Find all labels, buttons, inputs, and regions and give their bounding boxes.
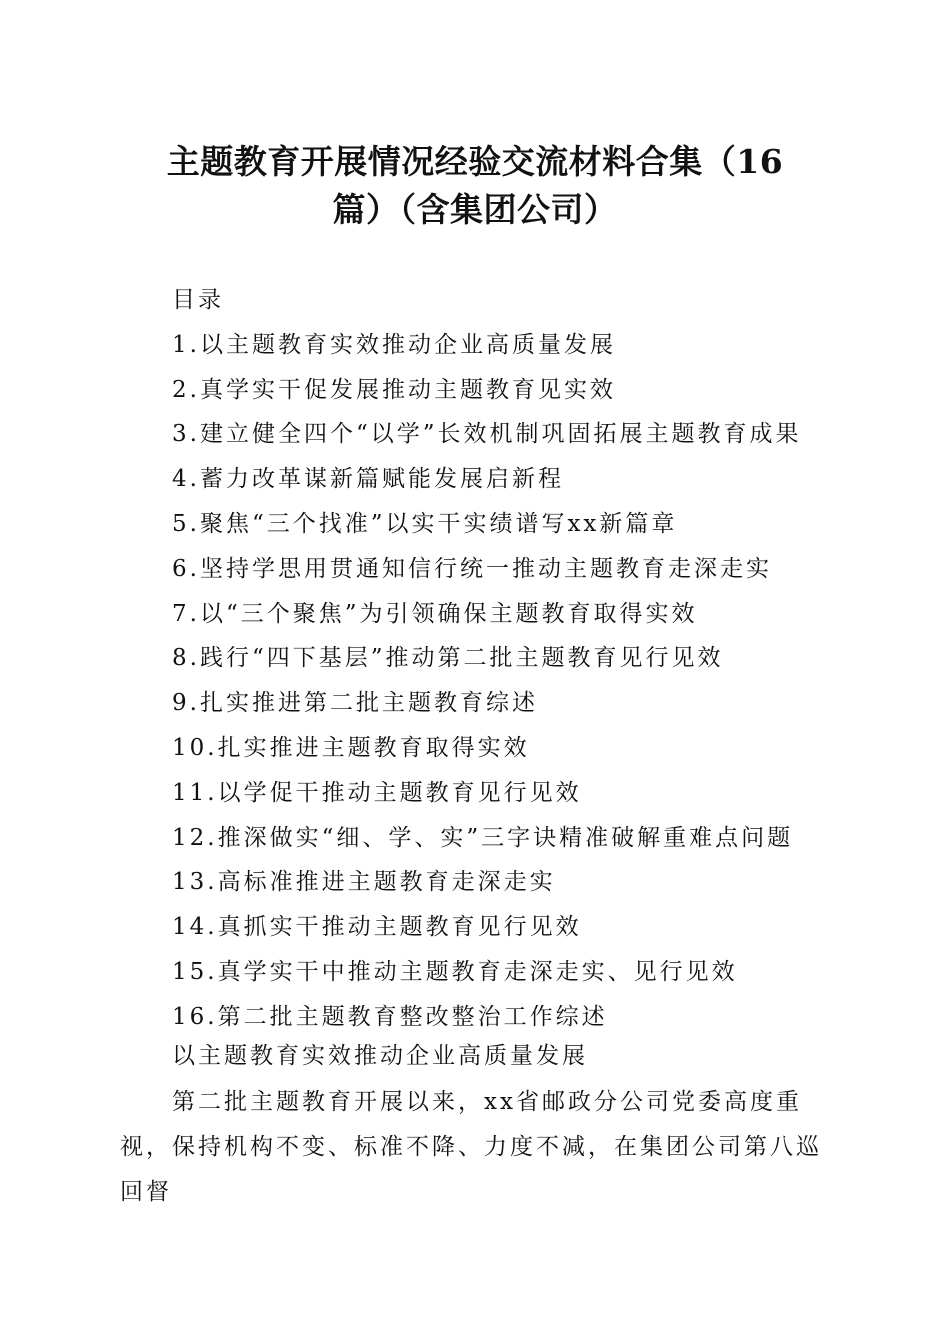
document-title-line-2: 篇）（含集团公司）	[332, 190, 618, 229]
toc-item-10: 10.扎实推进主题教育取得实效	[172, 734, 530, 761]
toc-item-9: 9.扎实推进第二批主题教育综述	[172, 690, 538, 717]
toc-item-12: 12.推深做实“细、学、实”三字诀精准破解重难点问题	[172, 824, 794, 851]
toc-item-13: 13.高标准推进主题教育走深走实	[172, 869, 556, 896]
document-title-line-1: 主题教育开展情况经验交流材料合集（16	[166, 142, 784, 181]
document-title	[120, 138, 830, 234]
toc-item-8: 8.践行“四下基层”推动第二批主题教育见行见效	[172, 645, 724, 672]
toc-item-1: 1.以主题教育实效推动企业高质量发展	[172, 331, 616, 358]
toc-item-6: 6.坚持学思用贯通知信行统一推动主题教育走深走实	[172, 555, 772, 582]
toc-item-14: 14.真抓实干推动主题教育见行见效	[172, 914, 582, 941]
table-of-contents	[172, 278, 872, 1040]
toc-heading: 目录	[172, 287, 224, 313]
toc-item-15: 15.真学实干中推动主题教育走深走实、见行见效	[172, 958, 738, 985]
toc-item-7: 7.以“三个聚焦”为引领确保主题教育取得实效	[172, 600, 698, 627]
toc-item-11: 11.以学促干推动主题教育见行见效	[172, 779, 582, 806]
toc-item-5: 5.聚焦“三个找准”以实干实绩谱写xx新篇章	[172, 510, 678, 537]
toc-item-2: 2.真学实干促发展推动主题教育见实效	[172, 376, 616, 403]
section-title: 以主题教育实效推动企业高质量发展	[172, 1043, 588, 1069]
toc-item-3: 3.建立健全四个“以学”长效机制巩固拓展主题教育成果	[172, 421, 802, 448]
body-paragraph: 第二批主题教育开展以来，xx省邮政分公司党委高度重视，保持机构不变、标准不降、力度不减，在集团公司第八巡回督	[120, 1089, 822, 1205]
toc-item-4: 4.蓄力改革谋新篇赋能发展启新程	[172, 466, 564, 493]
toc-item-16: 16.第二批主题教育整改整治工作综述	[172, 1003, 608, 1030]
